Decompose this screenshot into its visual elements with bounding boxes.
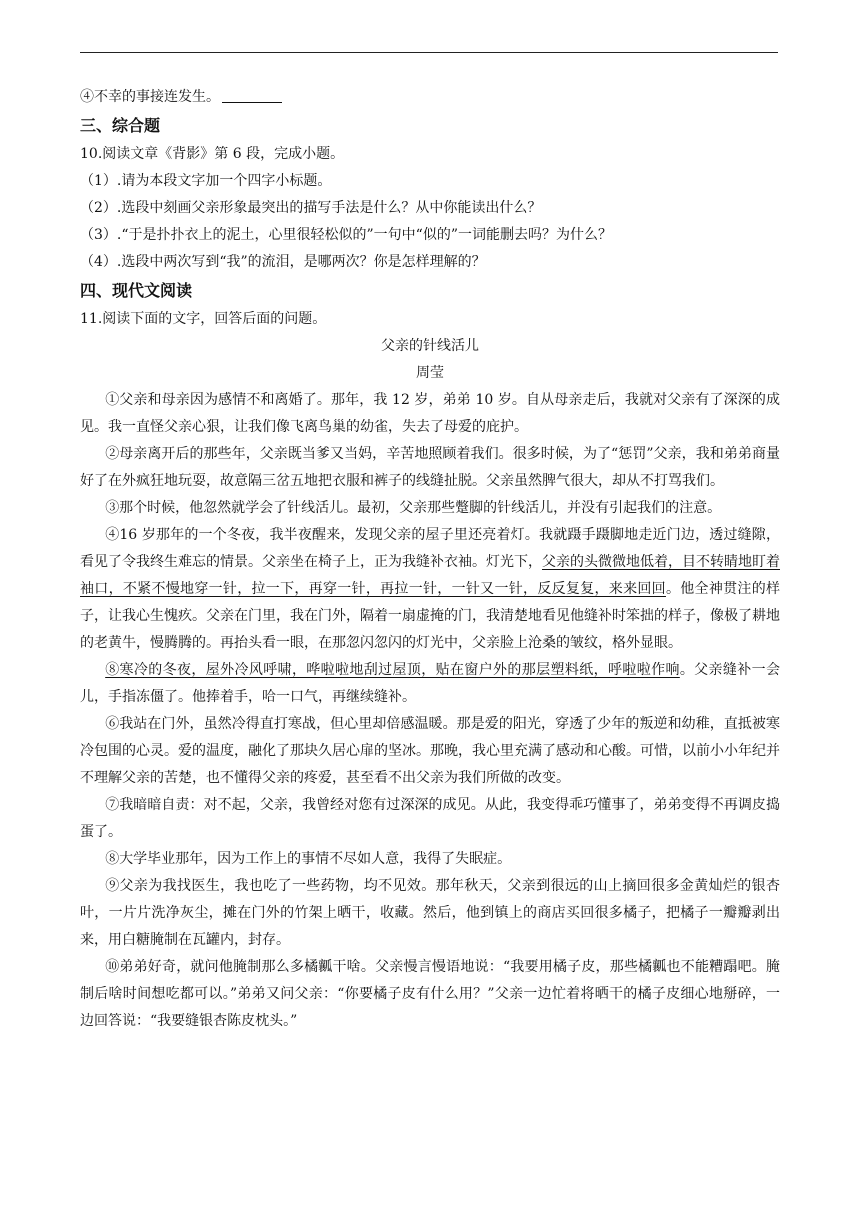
paragraph-10: ⑩弟弟好奇，就问他腌制那么多橘瓤干啥。父亲慢言慢语地说：“我要用橘子皮，那些橘瓤也不能糟蹋吧。腌制后啥时间想吃都可以。”弟弟又问父亲：“你要橘子皮有什么用？”父亲一边忙着将晒干的橘子皮细心地掰碎，一边回答说：“我要缝银杏陈皮枕头。” xyxy=(80,959,780,1029)
paragraph-3: ③那个时候，他忽然就学会了针线活儿。最初，父亲那些蹩脚的针线活儿，并没有引起我们的注意。 xyxy=(105,500,722,516)
question-10-item-3: （3）.“于是扑扑衣上的泥土，心里很轻松似的”一句中“似的”一词能删去吗？为什么？ xyxy=(80,227,612,243)
question-10-item-4: （4）.选段中两次写到“我”的流泪，是哪两次？你是怎样理解的？ xyxy=(80,254,486,270)
paragraph-1: ①父亲和母亲因为感情不和离婚了。那年，我 12 岁，弟弟 10 岁。自从母亲走后，我就对父亲有了深深的成见。我一直怪父亲心狠，让我们像飞离鸟巢的幼雀，失去了母爱的庇护。 xyxy=(80,392,780,435)
question-9-item-4-text: ④不幸的事接连发生。 xyxy=(80,89,220,105)
section-3-heading: 三、综合题 xyxy=(80,116,161,135)
paragraph-4-text-b: 。他全神贯注的样子，让我心生愧疚。父亲在门里，我在门外，隔着一扇虚掩的门，我清楚地看见他缝补时笨拙的样子，像极了耕地的老黄牛，慢腾腾的。再抬头看一眼，在那忽闪忽闪的灯光中，父亲脸上沧桑的皱纹，格外显眼。 xyxy=(80,581,781,651)
question-11-stem: 11.阅读下面的文字，回答后面的问题。 xyxy=(80,311,327,327)
paragraph-5 xyxy=(80,657,780,711)
article-title: 父亲的针线活儿 xyxy=(381,338,479,354)
paragraph-7: ⑦我暗暗自责：对不起，父亲，我曾经对您有过深深的成见。从此，我变得乖巧懂事了，弟弟变得不再调皮捣蛋了。 xyxy=(80,797,780,840)
question-10-item-2: （2）.选段中刻画父亲形象最突出的描写手法是什么？从中你能读出什么？ xyxy=(80,200,542,216)
paragraph-4-underlined: 父亲的头微微地低着，目不转睛地盯着袖口，不紧不慢地穿一针，拉一下，再穿一针，再拉一针，一针又一针，反反复复，来来回回 xyxy=(80,554,780,597)
paragraph-2: ②母亲离开后的那些年，父亲既当爹又当妈，辛苦地照顾着我们。很多时候，为了“惩罚”父亲，我和弟弟商量好了在外疯狂地玩耍，故意隔三岔五地把衣服和裤子的线缝扯脱。父亲虽然脾气很大，却从不打骂我们。 xyxy=(80,446,780,489)
section-4-heading: 四、现代文阅读 xyxy=(80,281,193,300)
document-page xyxy=(80,84,780,1035)
paragraph-4 xyxy=(80,522,780,657)
paragraph-9: ⑨父亲为我找医生，我也吃了一些药物，均不见效。那年秋天，父亲到很远的山上摘回很多金黄灿烂的银杏叶，一片片洗净灰尘，摊在门外的竹架上晒干，收藏。然后，他到镇上的商店买回很多橘子，把橘子一瓣瓣剥出来，用白糖腌制在瓦罐内，封存。 xyxy=(80,878,780,948)
paragraph-5-text: 。父亲缝补一会儿，手指冻僵了。他捧着手，哈一口气，再继续缝补。 xyxy=(80,662,781,705)
question-9-item-4 xyxy=(80,84,780,111)
question-10-stem: 10.阅读文章《背影》第 6 段，完成小题。 xyxy=(80,146,345,162)
paragraph-4-text-a: ④16 岁那年的一个冬夜，我半夜醒来，发现父亲的屋子里还亮着灯。我就蹑手蹑脚地走近门边，透过缝隙，看见了令我终生难忘的情景。父亲坐在椅子上，正为我缝补衣袖。灯光下， xyxy=(80,527,780,570)
article-author: 周莹 xyxy=(416,365,444,381)
paragraph-8: ⑧大学毕业那年，因为工作上的事情不尽如人意，我得了失眠症。 xyxy=(105,851,512,867)
paragraph-6: ⑥我站在门外，虽然冷得直打寒战，但心里却倍感温暖。那是爱的阳光，穿透了少年的叛逆和幼稚，直抵被寒冷包围的心灵。爱的温度，融化了那块久居心扉的坚冰。那晚，我心里充满了感动和心酸。可惜，以前小小年纪并不理解父亲的苦楚，也不懂得父亲的疼爱，甚至看不出父亲为我们所做的改变。 xyxy=(80,716,780,786)
header-rule xyxy=(80,52,778,53)
paragraph-5-underlined: ⑧寒冷的冬夜，屋外冷风呼啸，哗啦啦地刮过屋顶，贴在窗户外的那层塑料纸，呼啦啦作响 xyxy=(105,662,680,678)
answer-blank[interactable] xyxy=(222,88,282,103)
question-10-item-1: （1）.请为本段文字加一个四字小标题。 xyxy=(80,173,332,189)
